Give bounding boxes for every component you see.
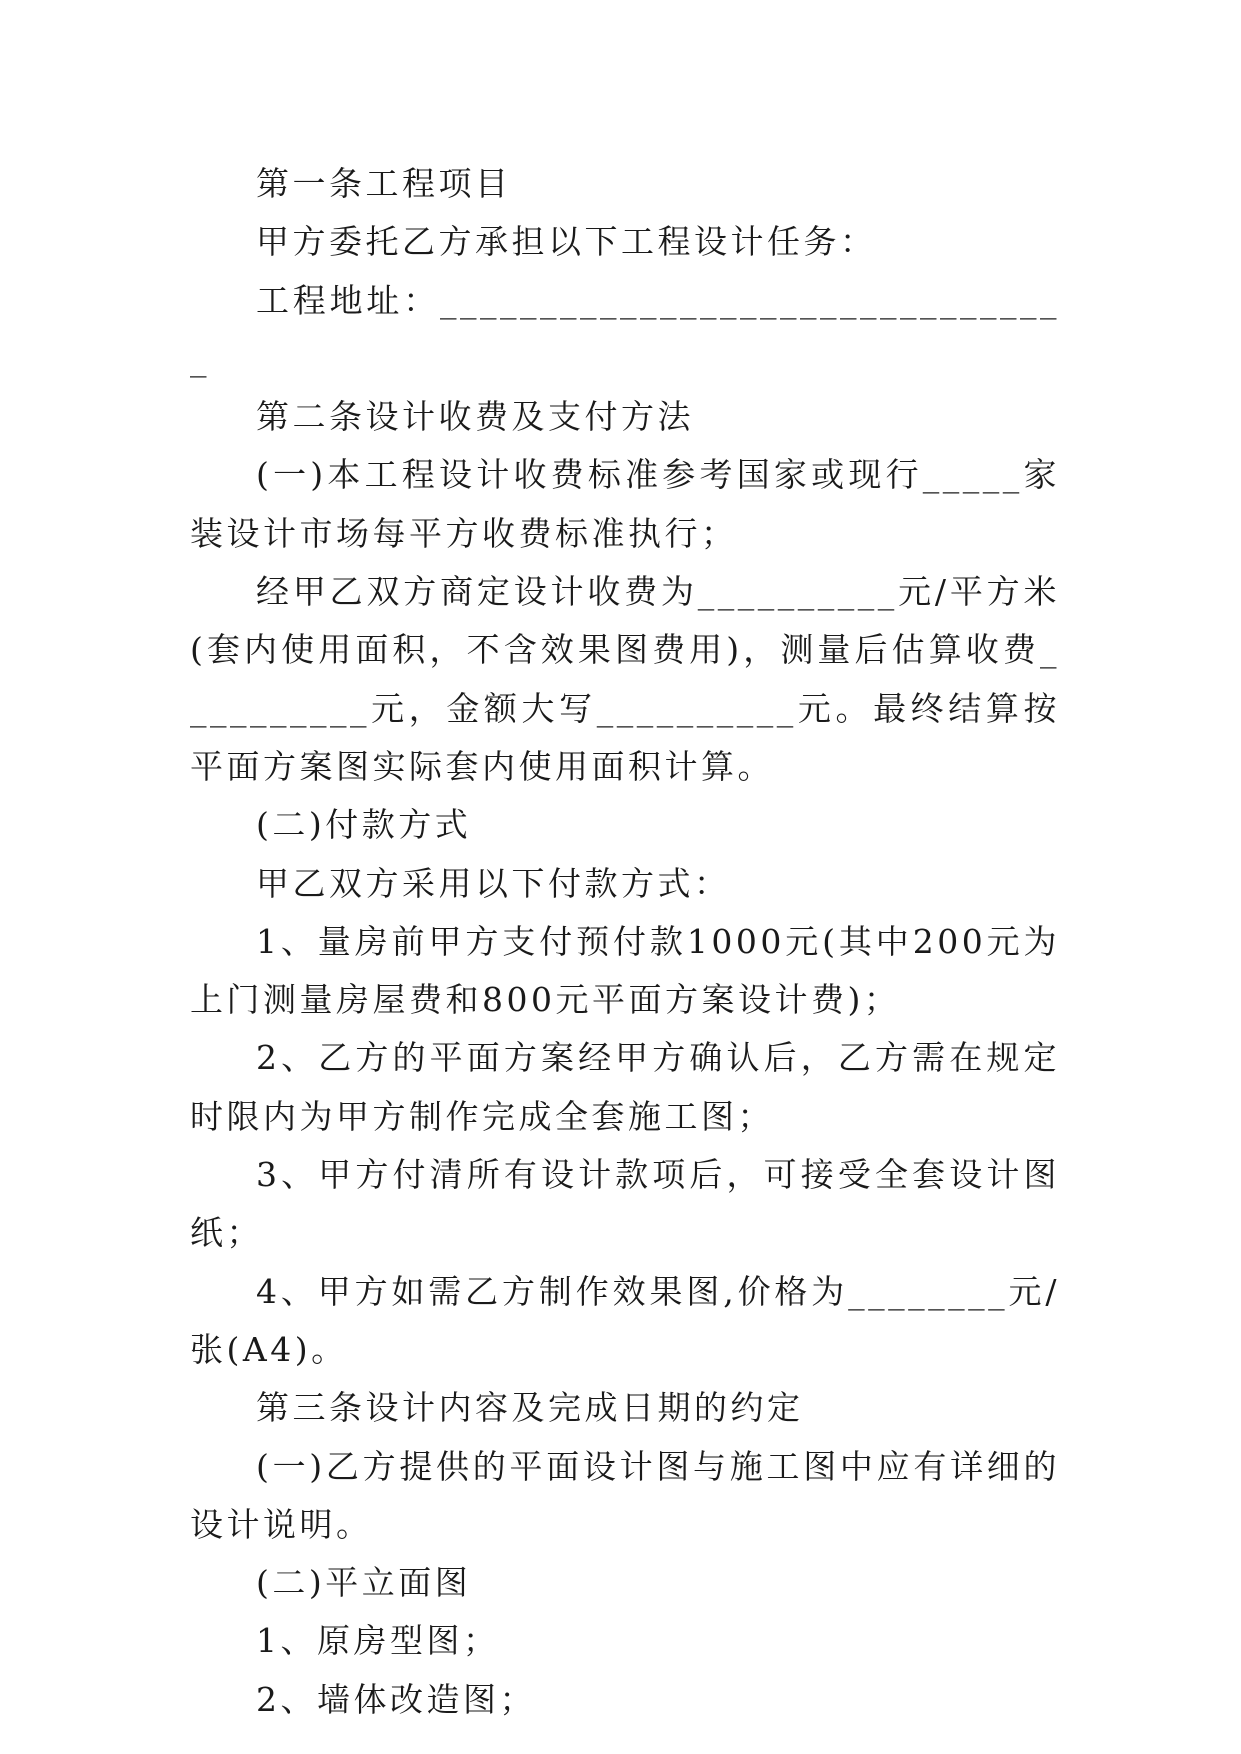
heading-article-1: 第一条工程项目: [256, 164, 512, 203]
paragraph-payment-intro: 甲乙双方采用以下付款方式：: [256, 863, 731, 903]
payment-item-2: 2、乙方的平面方案经甲方确认后，乙方需在规定时限内为甲方制作完成全套施工图；: [190, 1038, 1060, 1136]
payment-item-4: 4、甲方如需乙方制作效果图,价格为________元/张(A4)。: [190, 1271, 1060, 1369]
payment-item-1: 1、量房前甲方支付预付款1000元(其中200元为上门测量房屋费和800元平面方案设计费)；: [190, 921, 1060, 1020]
paragraph-design-notes: (一)乙方提供的平面设计图与施工图中应有详细的设计说明。: [190, 1446, 1060, 1544]
paragraph-fee-standard: (一)本工程设计收费标准参考国家或现行_____家装设计市场每平方收费标准执行；: [190, 455, 1060, 553]
drawing-item-1: 1、原房型图；: [256, 1621, 500, 1661]
paragraph-commission: 甲方委托乙方承担以下工程设计任务：: [256, 222, 877, 262]
payment-item-3: 3、甲方付清所有设计款项后，可接受全套设计图纸；: [190, 1155, 1060, 1253]
subheading-payment-method: (二)付款方式: [256, 805, 472, 845]
heading-article-2: 第二条设计收费及支付方法: [256, 397, 694, 437]
heading-article-3: 第三条设计内容及完成日期的约定: [256, 1388, 804, 1428]
document-body: [190, 155, 1060, 1729]
paragraph-project-address: 工程地址：________________________________: [190, 280, 1060, 378]
paragraph-fee-agreement: 经甲乙双方商定设计收费为__________元/平方米(套内使用面积，不含效果图费用)，测量后估算收费__________元，金额大写__________元。最终结算按平面方案图实际套内使用面积计算。: [190, 572, 1060, 786]
subheading-elevation-drawings: (二)平立面图: [256, 1563, 472, 1603]
drawing-item-2: 2、墙体改造图；: [256, 1679, 536, 1719]
